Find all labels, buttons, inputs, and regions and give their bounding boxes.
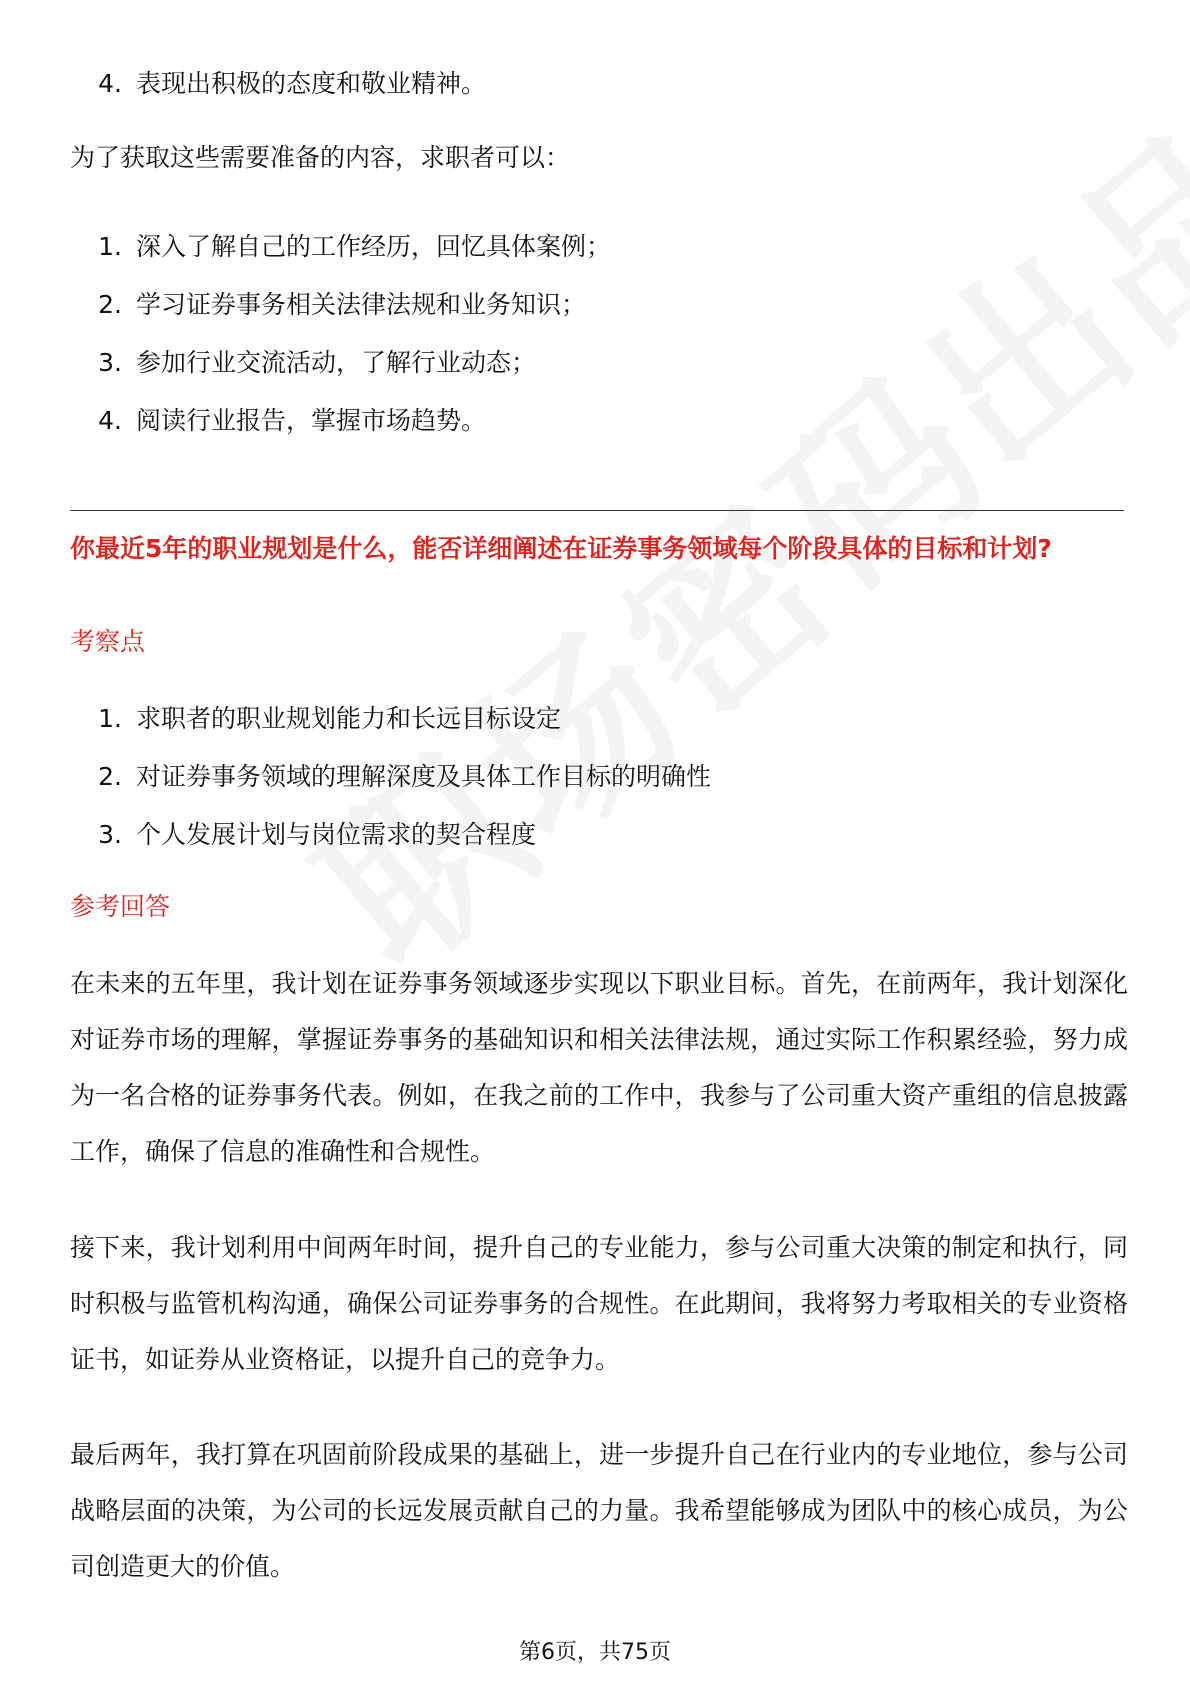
list-text: 阅读行业报告，掌握市场趋势。 bbox=[136, 406, 487, 435]
list-item bbox=[70, 806, 1130, 864]
list-item bbox=[70, 218, 1130, 276]
list-text: 参加行业交流活动，了解行业动态； bbox=[136, 348, 537, 377]
list-item bbox=[70, 334, 1130, 392]
list-number: 1. bbox=[98, 232, 122, 261]
question-heading: 你最近5年的职业规划是什么，能否详细阐述在证券事务领域每个阶段具体的目标和计划? bbox=[70, 534, 1052, 563]
answer-label: 参考回答 bbox=[70, 892, 171, 921]
prep-intro: 为了获取这些需要准备的内容，求职者可以： bbox=[70, 143, 571, 172]
top-list bbox=[70, 55, 1130, 113]
list-item bbox=[70, 55, 1130, 113]
list-text: 学习证券事务相关法律法规和业务知识； bbox=[136, 290, 587, 319]
list-text: 表现出积极的态度和敬业精神。 bbox=[136, 69, 487, 98]
list-number: 1. bbox=[98, 704, 122, 733]
list-text: 求职者的职业规划能力和长远目标设定 bbox=[136, 704, 562, 733]
list-number: 2. bbox=[98, 290, 122, 319]
answer-paragraph: 最后两年，我打算在巩固前阶段成果的基础上，进一步提升自己在行业内的专业地位，参与公司战略层面的决策，为公司的长远发展贡献自己的力量。我希望能够成为团队中的核心成员，为公司创造更大的价值。 bbox=[70, 1440, 1128, 1581]
assessment-label: 考察点 bbox=[70, 627, 146, 656]
list-item bbox=[70, 276, 1130, 334]
section-divider bbox=[70, 510, 1124, 511]
list-number: 3. bbox=[98, 348, 122, 377]
list-text: 对证券事务领域的理解深度及具体工作目标的明确性 bbox=[136, 762, 712, 791]
list-item bbox=[70, 748, 1130, 806]
list-number: 3. bbox=[98, 820, 122, 849]
assessment-list bbox=[70, 690, 1130, 864]
list-item bbox=[70, 392, 1130, 450]
prep-list bbox=[70, 218, 1130, 450]
list-text: 深入了解自己的工作经历，回忆具体案例； bbox=[136, 232, 612, 261]
page-footer: 第6页，共75页 bbox=[519, 1640, 671, 1665]
list-item bbox=[70, 690, 1130, 748]
list-number: 4. bbox=[98, 406, 122, 435]
list-number: 2. bbox=[98, 762, 122, 791]
answer-paragraph: 接下来，我计划利用中间两年时间，提升自己的专业能力，参与公司重大决策的制定和执行，同时积极与监管机构沟通，确保公司证券事务的合规性。在此期间，我将努力考取相关的专业资格证书，如证券从业资格证，以提升自己的竞争力。 bbox=[70, 1233, 1128, 1374]
answer-paragraph: 在未来的五年里，我计划在证券事务领域逐步实现以下职业目标。首先，在前两年，我计划深化对证券市场的理解，掌握证券事务的基础知识和相关法律法规，通过实际工作积累经验，努力成为一名合格的证券事务代表。例如，在我之前的工作中，我参与了公司重大资产重组的信息披露工作，确保了信息的准确性和合规性。 bbox=[70, 969, 1128, 1166]
list-text: 个人发展计划与岗位需求的契合程度 bbox=[136, 820, 537, 849]
list-number: 4. bbox=[98, 69, 122, 98]
